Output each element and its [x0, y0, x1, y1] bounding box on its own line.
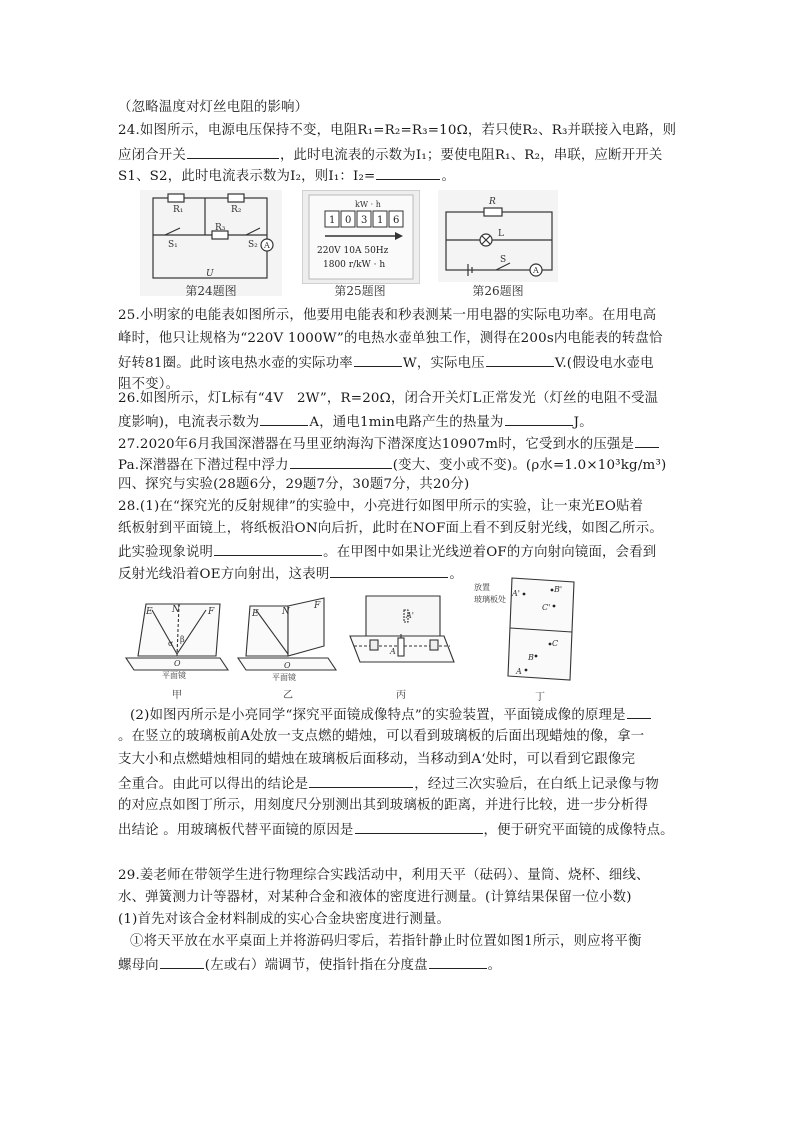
- answer-blank: [309, 773, 413, 788]
- text: 好转81圈。此时该电热水壶的实际功率: [118, 356, 353, 371]
- text: J。: [573, 415, 593, 430]
- text: A，通电1min电路产生的热量为: [309, 415, 504, 430]
- question-25-line-4: 阻不变）。: [118, 377, 180, 392]
- label-b: B: [528, 653, 534, 662]
- text: Pa.深潜器在下潜过程中浮力: [118, 458, 289, 473]
- label-f: F: [208, 607, 215, 617]
- text: (左或右）端调节，使指针指在分度盘: [204, 958, 428, 973]
- s2-label: S₂: [248, 240, 258, 250]
- figure-28-jia: [124, 598, 230, 684]
- question-26-line-2: [118, 411, 593, 433]
- text: 此实验现象说明: [118, 545, 214, 560]
- answer-blank: [355, 819, 483, 834]
- meter-spec-2: 1800 r/kW · h: [323, 260, 386, 270]
- text: ，此时电流表的示数为I₁；要使电阻R₁、R₂，串联，应断开开关: [279, 148, 663, 163]
- question-28-2-line-3: 支大小和点燃蜡烛相同的蜡烛在玻璃板后面移动，当移动到A‘处时，可以看到它跟像完: [118, 752, 636, 767]
- label-a-prime: A': [512, 589, 520, 598]
- question-24-line-2: [118, 144, 662, 166]
- ammeter-label: A: [264, 241, 270, 250]
- label-c: C: [552, 639, 559, 648]
- answer-blank: [486, 352, 554, 367]
- label-e: E: [252, 609, 259, 619]
- question-29-line-5: [118, 954, 501, 976]
- question-28-line-3: [118, 541, 656, 563]
- answer-blank: [330, 563, 448, 578]
- text: 螺母向: [118, 958, 159, 973]
- question-28-line-1: 28.(1)在“探究光的反射规律”的实验中，小亮进行如图甲所示的实验，让一束光EO贴着: [118, 499, 644, 514]
- figure-26: [438, 190, 558, 282]
- question-25-line-3: [118, 352, 654, 374]
- question-24-line-3: [118, 165, 455, 187]
- label-alpha: α: [168, 639, 174, 648]
- r-label: R: [489, 197, 496, 207]
- figure-24-caption: 第24题图: [185, 284, 237, 298]
- question-28-2-line-5: 的对应点如图丁所示，用刻度尺分别测出其到玻璃板的距离，并进行比较，进一步分析得: [118, 798, 649, 813]
- answer-blank: [627, 704, 651, 719]
- figure-24: [140, 190, 282, 296]
- meter-digit-5: 6: [393, 215, 400, 226]
- question-28-2-line-2: 。在竖立的玻璃板前A处放一支点燃的蜡烛，可以看到玻璃板的后面出现蜡烛的像，拿一: [118, 729, 645, 744]
- question-27-line-2: [118, 454, 666, 476]
- answer-blank: [214, 541, 322, 556]
- text: (变大、变小或不变)。(ρ水=1.0×10³kg/m³): [392, 458, 667, 473]
- answer-blank: [160, 954, 204, 969]
- figure-28-yi-caption: 乙: [283, 690, 293, 701]
- meter-unit: kW · h: [355, 200, 381, 209]
- figure-28-ding: [472, 576, 582, 686]
- text: 。: [441, 169, 456, 184]
- meter-digit-2: 0: [345, 215, 352, 226]
- answer-blank: [505, 411, 573, 426]
- label-glass-place: 放置: [474, 583, 490, 592]
- l-label: L: [498, 229, 504, 239]
- text: 全重合。由此可以得出的结论是: [118, 777, 309, 792]
- answer-blank: [429, 954, 487, 969]
- text: (2)如图丙所示是小亮同学“探究平面镜成像特点”的实验装置，平面镜成像的原理是: [130, 708, 626, 723]
- question-24-line-1: 24.如图所示，电源电压保持不变，电阻R₁=R₂=R₃=10Ω，若只使R₂、R₃并联接入电路，则: [118, 123, 677, 138]
- text: W，实际电压: [402, 356, 485, 371]
- s1-label: S₁: [168, 240, 178, 250]
- circuit-diagram-26: [438, 190, 558, 282]
- text: 应闭合开关: [118, 148, 186, 163]
- label-f: F: [314, 601, 321, 611]
- text-line: （忽略温度对灯丝电阻的影响）: [118, 100, 309, 115]
- answer-blank: [260, 411, 308, 426]
- label-e: E: [146, 607, 153, 617]
- text: S1、S2，此时电流表示数为I₂，则I₁：I₂=: [118, 169, 376, 184]
- label-o: O: [174, 659, 181, 668]
- text: ，便于研究平面镜的成像特点。: [483, 823, 674, 838]
- meter-digit-3: 3: [361, 215, 368, 226]
- answer-blank: [290, 454, 392, 469]
- r1-label: R₁: [173, 205, 184, 215]
- label-n: N: [172, 605, 180, 615]
- label-mirror: 平面镜: [162, 671, 186, 680]
- text: ，经过三次实验后，在白纸上记录像与物: [414, 777, 659, 792]
- section-four-heading: 四、探究与实验(28题6分，29题7分，30题7分，共20分): [118, 477, 470, 492]
- figure-26-caption: 第26题图: [472, 284, 524, 298]
- question-29-line-2: 水、弹簧测力计等器材，对某种合金和液体的密度进行测量。(计算结果保留一位小数): [118, 890, 632, 905]
- text: 。在甲图中如果让光线逆着OF的方向射向镜面，会看到: [323, 545, 657, 560]
- r3-label: R₃: [215, 223, 226, 233]
- text: 。: [449, 567, 464, 582]
- text: 27.2020年6月我国深潜器在马里亚纳海沟下潜深度达10907m时，它受到水的压强是: [118, 437, 635, 452]
- answer-blank: [376, 165, 440, 180]
- label-mirror: 平面镜: [272, 673, 296, 682]
- question-29-line-4: ①将天平放在水平桌面上并将游码归零后，若指针静止时位置如图1所示，则应将平衡: [130, 934, 642, 949]
- meter-digit-1: 1: [329, 215, 336, 226]
- figure-25: [302, 190, 420, 284]
- question-28-line-4: [118, 563, 463, 585]
- electric-meter-25: [303, 191, 419, 283]
- question-26-line-1-text: 26.如图所示，灯L标有“4V 2W”，R=20Ω，闭合开关灯L正常发光（灯丝的电阻不受温: [118, 391, 659, 406]
- label-o: O: [284, 661, 291, 670]
- meter-digit-4: 1: [377, 215, 384, 226]
- voltage-label: U: [206, 269, 214, 279]
- question-27-line-1: [118, 433, 660, 455]
- text: 度影响)，电流表示数为: [118, 415, 260, 430]
- circuit-diagram-24: [140, 190, 282, 296]
- answer-blank: [187, 144, 279, 159]
- figure-28-bing-caption: 丙: [396, 690, 406, 701]
- figure-25-caption: 第25题图: [334, 284, 386, 298]
- label-a: A: [516, 667, 522, 676]
- question-28-2-line-4: [118, 773, 659, 795]
- label-c-prime: C': [542, 603, 551, 612]
- label-n: N: [282, 607, 290, 617]
- label-glass-place-2: 玻璃板处: [474, 595, 506, 604]
- meter-spec-1: 220V 10A 50Hz: [317, 246, 389, 256]
- question-25-line-1: 25.小明家的电能表如图所示，他要用电能表和秒表测某一用电器的实际电功率。在用电高: [118, 308, 657, 323]
- question-29-line-1: 29.姜老师在带领学生进行物理综合实践活动中，利用天平（砝码）、量筒、烧杯、细线、: [118, 868, 650, 883]
- text: V.(假设电水壶电: [554, 356, 654, 371]
- label-a-prime: A': [406, 611, 414, 620]
- text: 反射光线沿着OE方向射出，这表明: [118, 567, 330, 582]
- figure-28-ding-caption: 丁: [535, 692, 545, 703]
- s-label: S: [500, 255, 507, 265]
- label-a: A: [390, 647, 396, 656]
- question-28-2-line-6: [118, 819, 674, 841]
- text: 出结论 。用玻璃板代替平面镜的原因是: [118, 823, 354, 838]
- figure-28-yi: [236, 596, 340, 684]
- question-28-line-2: 纸板射到平面镜上，将纸板沿ON向后折，此时在NOF面上看不到反射光线，如图乙所示。: [118, 521, 663, 536]
- answer-blank: [635, 433, 659, 448]
- answer-blank: [354, 352, 402, 367]
- ammeter-label: A: [533, 266, 539, 275]
- r2-label: R₂: [231, 205, 242, 215]
- question-29-line-3: (1)首先对该合金材料制成的实心合金块密度进行测量。: [118, 912, 451, 927]
- text: 。: [487, 958, 502, 973]
- question-25-line-2: 峰时，他只让规格为“220V 1000W”的电热水壶单独工作，测得在200s内电能表的转盘恰: [118, 331, 663, 346]
- figure-28-jia-caption: 甲: [172, 690, 182, 701]
- figure-28-bing: [346, 584, 456, 684]
- label-b-prime: B': [554, 585, 563, 594]
- label-beta: β: [180, 635, 185, 644]
- question-28-2-line-1: [130, 704, 652, 726]
